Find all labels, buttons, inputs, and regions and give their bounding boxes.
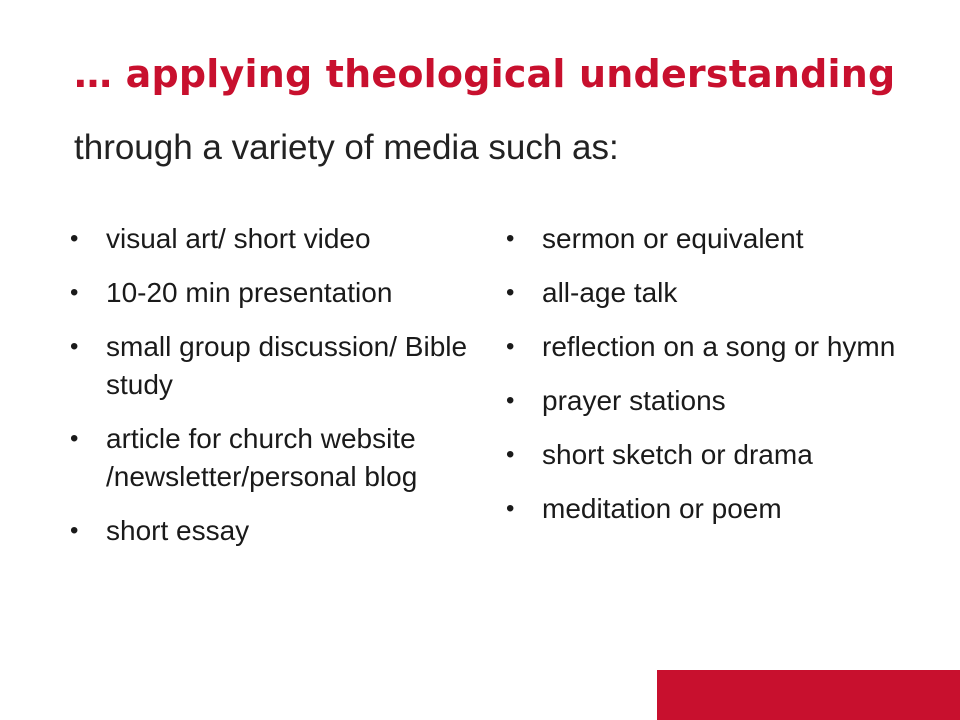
list-item: [70, 512, 502, 550]
media-list-right: [506, 220, 916, 544]
list-item-text: article for church website /newsletter/personal blog: [106, 423, 418, 492]
media-list-left: [70, 220, 502, 566]
list-item: [70, 420, 502, 496]
bullet-icon: •: [70, 425, 79, 452]
accent-block: [657, 670, 960, 720]
bullet-icon: •: [70, 517, 79, 544]
list-item: [506, 490, 916, 528]
bullet-icon: •: [506, 225, 515, 252]
bullet-icon: •: [70, 225, 79, 252]
list-item: [506, 382, 916, 420]
bullet-icon: •: [506, 387, 515, 414]
list-item: [506, 436, 916, 474]
list-item: [506, 220, 916, 258]
bullet-icon: •: [506, 333, 515, 360]
bullet-icon: •: [70, 279, 79, 306]
list-item: [506, 274, 916, 312]
bullet-icon: •: [506, 279, 515, 306]
bullet-icon: •: [70, 333, 79, 360]
bullet-icon: •: [506, 441, 515, 468]
list-item-text: prayer stations: [542, 385, 726, 416]
list-item-text: reflection on a song or hymn: [542, 331, 896, 362]
list-item: [70, 274, 502, 312]
list-item-text: short essay: [106, 515, 250, 546]
list-item-text: small group discussion/ Bible study: [106, 331, 468, 400]
list-item-text: all-age talk: [542, 277, 678, 308]
bullet-icon: •: [506, 495, 515, 522]
list-item: [506, 328, 916, 366]
list-item: [70, 328, 502, 404]
slide-title: … applying theological understanding: [74, 52, 896, 96]
list-item-text: 10-20 min presentation: [106, 277, 393, 308]
slide-subtitle: through a variety of media such as:: [74, 128, 619, 167]
list-item: [70, 220, 502, 258]
list-item-text: meditation or poem: [542, 493, 782, 524]
list-item-text: short sketch or drama: [542, 439, 813, 470]
list-item-text: visual art/ short video: [106, 223, 371, 254]
list-item-text: sermon or equivalent: [542, 223, 804, 254]
